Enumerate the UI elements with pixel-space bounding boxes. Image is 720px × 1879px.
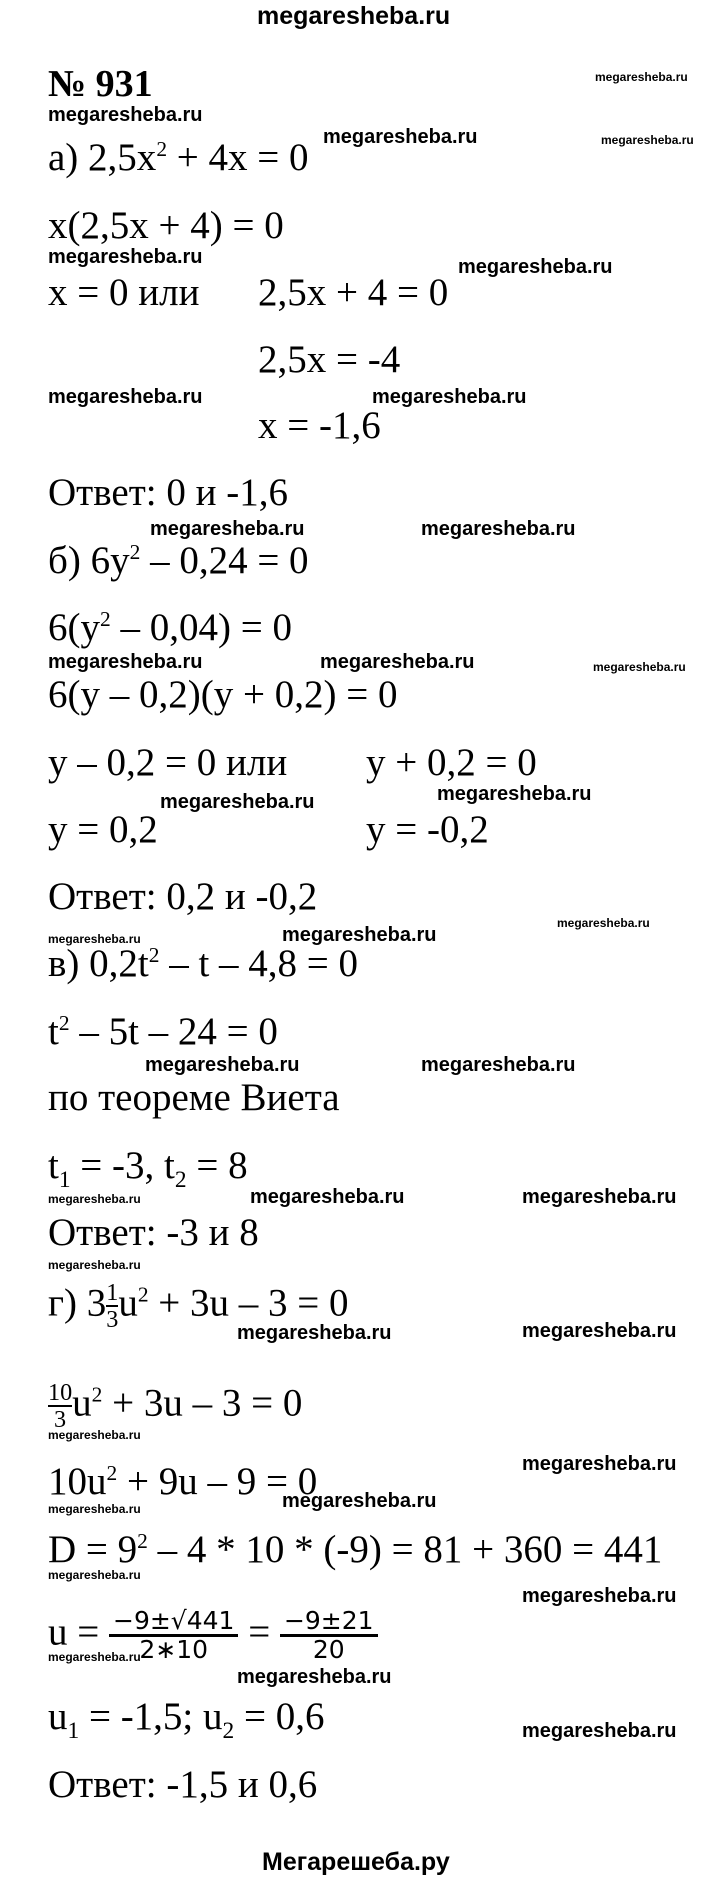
equation-line: y = -0,2 [366, 808, 489, 851]
fraction: $\frac{1}{3}$ [106, 1279, 119, 1334]
watermark: megaresheba.ru [595, 70, 688, 84]
watermark: megaresheba.ru [48, 1568, 141, 1582]
watermark: megaresheba.ru [458, 256, 613, 278]
watermark: megaresheba.ru [48, 932, 141, 946]
watermark: megaresheba.ru [48, 1192, 141, 1206]
watermark: megaresheba.ru [48, 651, 203, 673]
watermark: megaresheba.ru [48, 386, 203, 408]
equation-line: г) 3 $\frac{1}{3}$ $u^2 + 3u - 3 = 0$ [48, 1279, 349, 1334]
site-footer: Мегарешеба.ру [262, 1848, 450, 1876]
fraction: $\frac{-9\pm√441}{2∗10}$ [109, 1608, 238, 1664]
watermark: megaresheba.ru [522, 1585, 677, 1607]
watermark: megaresheba.ru [421, 1054, 576, 1076]
watermark: megaresheba.ru [48, 1650, 141, 1664]
watermark: megaresheba.ru [372, 386, 527, 408]
equation-line: y – 0,2 = 0 или [48, 741, 288, 784]
watermark: megaresheba.ru [250, 1186, 405, 1208]
site-header: megaresheba.ru [257, 2, 451, 30]
equation-line: x = -1,6 [258, 404, 381, 447]
equation-line: в) $0,2t^2 - t - 4,8 = 0$ [48, 942, 359, 985]
watermark: megaresheba.ru [48, 1502, 141, 1516]
fraction: $\frac{10}{3}$ [48, 1379, 73, 1434]
watermark: megaresheba.ru [48, 246, 203, 268]
watermark: megaresheba.ru [323, 126, 478, 148]
fraction: $\frac{-9\pm 21}{20}$ [280, 1608, 378, 1664]
equation-line: $t_1 = -3$, $t_2 = 8$ [48, 1144, 248, 1193]
watermark: megaresheba.ru [421, 518, 576, 540]
equation-line: x = 0 или [48, 271, 200, 314]
equation-line: x(2,5x + 4) = 0 [48, 204, 284, 247]
answer-line: Ответ: -1,5 и 0,6 [48, 1763, 318, 1806]
equation-line: по теореме Виета [48, 1076, 340, 1119]
watermark: megaresheba.ru [522, 1453, 677, 1475]
answer-line: Ответ: 0 и -1,6 [48, 471, 288, 514]
equation-line: y = 0,2 [48, 808, 158, 851]
watermark: megaresheba.ru [601, 133, 694, 147]
equation-line: $t^2 - 5t - 24 = 0$ [48, 1010, 278, 1053]
watermark: megaresheba.ru [282, 1490, 437, 1512]
watermark: megaresheba.ru [522, 1320, 677, 1342]
watermark: megaresheba.ru [522, 1186, 677, 1208]
equation-line: $\frac{10}{3}$ $u^2 + 3u - 3 = 0$ [48, 1379, 303, 1434]
equation-line: 2,5x = -4 [258, 338, 401, 381]
equation-line: u = $\frac{-9\pm√441}{2∗10}$ = $\frac{-9\pm 21}{20}$ [48, 1608, 378, 1664]
watermark: megaresheba.ru [48, 1428, 141, 1442]
watermark: megaresheba.ru [320, 651, 475, 673]
equation-line: $u_1 = -1,5$; $u_2 = 0,6$ [48, 1695, 325, 1744]
watermark: megaresheba.ru [48, 104, 203, 126]
equation-line: y + 0,2 = 0 [366, 741, 537, 784]
equation-line: б) $6y^2 - 0,24 = 0$ [48, 539, 309, 582]
answer-line: Ответ: -3 и 8 [48, 1211, 259, 1254]
answer-line: Ответ: 0,2 и -0,2 [48, 875, 318, 918]
watermark: megaresheba.ru [593, 660, 686, 674]
watermark: megaresheba.ru [150, 518, 305, 540]
watermark: megaresheba.ru [437, 783, 592, 805]
watermark: megaresheba.ru [48, 1258, 141, 1272]
equation-line: $D = 9^2 - 4 * 10 * (-9) = 81 + 360 = 441$ [48, 1528, 663, 1571]
watermark: megaresheba.ru [237, 1322, 392, 1344]
equation-line: а) $2,5x^2 + 4x = 0$ [48, 136, 309, 179]
watermark: megaresheba.ru [557, 916, 650, 930]
equation-line: 2,5x + 4 = 0 [258, 271, 449, 314]
equation-line: $6(y^2 - 0,04) = 0$ [48, 606, 292, 649]
watermark: megaresheba.ru [282, 924, 437, 946]
watermark: megaresheba.ru [145, 1054, 300, 1076]
equation-line: $10u^2 + 9u - 9 = 0$ [48, 1460, 318, 1503]
equation-line: 6(y – 0,2)(y + 0,2) = 0 [48, 673, 398, 716]
problem-number: № 931 [48, 63, 153, 105]
watermark: megaresheba.ru [160, 791, 315, 813]
watermark: megaresheba.ru [522, 1720, 677, 1742]
watermark: megaresheba.ru [237, 1666, 392, 1688]
